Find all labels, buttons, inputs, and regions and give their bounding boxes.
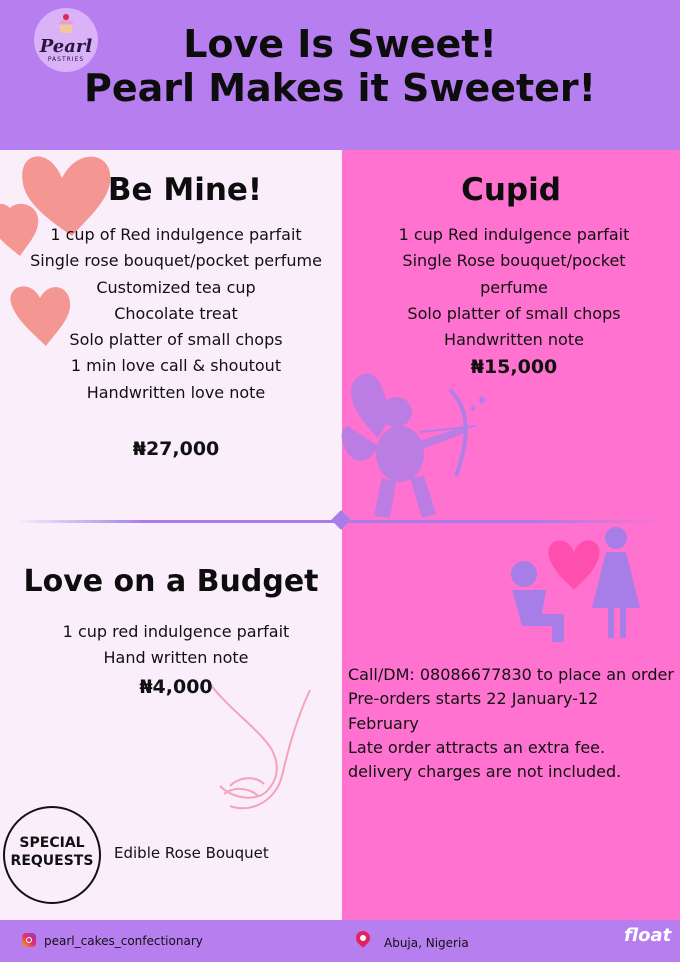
cupid-icon <box>338 368 498 528</box>
title-line-2: Pearl Makes it Sweeter! <box>83 66 597 110</box>
special-request-item: Edible Rose Bouquet <box>114 844 269 862</box>
list-item: Chocolate treat <box>114 303 238 323</box>
location-text: Abuja, Nigeria <box>384 936 469 950</box>
order-info-line: delivery charges are not included. <box>348 762 622 782</box>
order-info-line: Pre-orders starts 22 January-12 February <box>348 689 599 733</box>
instagram-icon[interactable] <box>22 933 36 947</box>
list-item: Solo platter of small chops <box>407 303 621 323</box>
list-item: 1 cup of Red indulgence parfait <box>50 225 302 244</box>
brand-watermark: float <box>624 925 672 946</box>
order-info-line: Call/DM: 08086677830 to place an order <box>348 665 674 684</box>
package-items-cupid <box>372 222 656 353</box>
holding-hands-icon <box>200 680 320 830</box>
special-requests-badge <box>3 806 101 904</box>
package-title-budget: Love on a Budget <box>23 564 319 599</box>
list-item: 1 min love call & shoutout <box>70 356 282 376</box>
logo-text: Pearl <box>39 36 93 57</box>
proposal-icon <box>500 524 650 654</box>
list-item: Hand written note <box>103 648 249 668</box>
title-line-1: Love Is Sweet! <box>183 22 497 66</box>
list-item: Handwritten love note <box>86 382 266 402</box>
list-item: 1 cup red indulgence parfait <box>62 622 290 641</box>
instagram-handle[interactable]: pearl_cakes_confectionary <box>44 934 203 948</box>
list-item: Handwritten note <box>444 330 584 350</box>
logo-subtext: PASTRIES <box>47 56 85 63</box>
list-item: 1 cup Red indulgence parfait <box>398 225 630 244</box>
package-price-budget: ₦4,000 <box>139 676 213 698</box>
page-title <box>0 22 680 110</box>
special-label-line-2: REQUESTS <box>10 853 94 869</box>
package-title-cupid: Cupid <box>461 172 561 208</box>
list-item: Solo platter of small chops <box>69 330 283 350</box>
package-title-be-mine: Be Mine! <box>107 172 263 208</box>
package-price-cupid: ₦15,000 <box>470 356 558 378</box>
list-item: Single Rose bouquet/pocket perfume <box>402 251 626 297</box>
special-label-line-1: SPECIAL <box>19 835 85 851</box>
list-item: Customized tea cup <box>96 277 256 297</box>
list-item: Single rose bouquet/pocket perfume <box>30 251 322 271</box>
order-info <box>348 663 674 784</box>
package-price-be-mine: ₦27,000 <box>132 438 220 460</box>
package-items-budget <box>20 619 332 672</box>
order-info-line: Late order attracts an extra fee. <box>348 737 606 757</box>
package-items-be-mine <box>8 222 344 406</box>
